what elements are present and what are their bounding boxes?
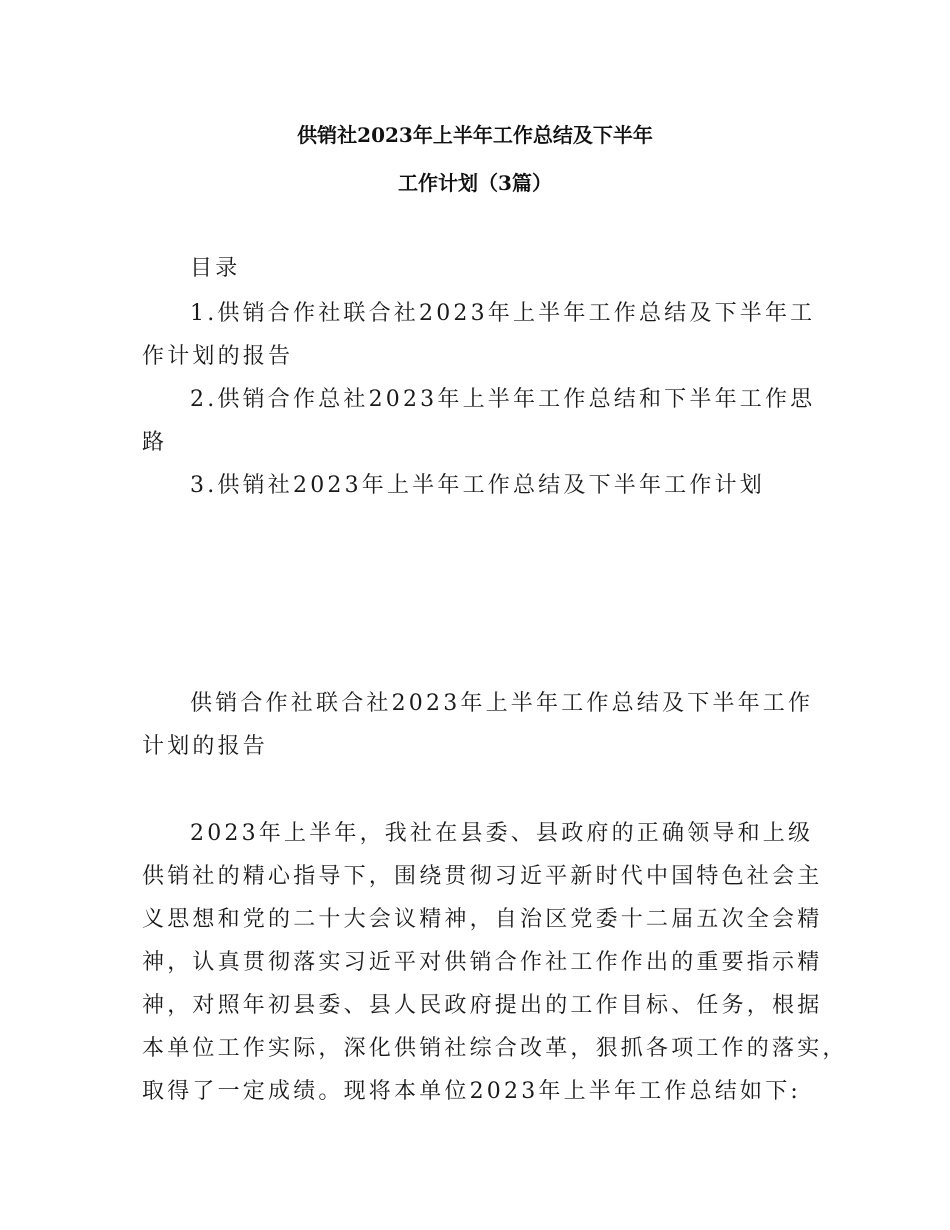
body-paragraph-line: 神，对照年初县委、县人民政府提出的工作目标、任务，根据 bbox=[142, 993, 823, 1018]
toc-item-1-line-2: 作计划的报告 bbox=[142, 344, 294, 369]
body-paragraph-line: 2023年上半年，我社在县委、县政府的正确领导和上级 bbox=[190, 821, 814, 846]
body-paragraph-line: 神，认真贯彻落实习近平对供销合作社工作作出的重要指示精 bbox=[142, 950, 823, 975]
body-paragraph-line: 取得了一定成绩。现将本单位2023年上半年工作总结如下: bbox=[142, 1079, 802, 1104]
document-title-line-2: 工作计划（3篇） bbox=[398, 171, 552, 195]
toc-heading: 目录 bbox=[190, 256, 241, 281]
toc-item-2-line-2: 路 bbox=[142, 430, 168, 455]
section-title-line-2: 计划的报告 bbox=[142, 734, 269, 759]
body-paragraph-line: 本单位工作实际，深化供销社综合改革，狠抓各项工作的落实， bbox=[142, 1036, 848, 1061]
body-paragraph-line: 义思想和党的二十大会议精神，自治区党委十二届五次全会精 bbox=[142, 907, 823, 932]
section-title-line-1: 供销合作社联合社2023年上半年工作总结及下半年工作 bbox=[190, 691, 814, 716]
body-paragraph-line: 供销社的精心指导下，围绕贯彻习近平新时代中国特色社会主 bbox=[142, 864, 823, 889]
toc-item-1-line-1: 1.供销合作社联合社2023年上半年工作总结及下半年工 bbox=[190, 301, 816, 326]
toc-item-3: 3.供销社2023年上半年工作总结及下半年工作计划 bbox=[190, 473, 765, 498]
toc-item-2-line-1: 2.供销合作总社2023年上半年工作总结和下半年工作思 bbox=[190, 387, 816, 412]
document-title-line-1: 供销社2023年上半年工作总结及下半年 bbox=[297, 123, 653, 147]
